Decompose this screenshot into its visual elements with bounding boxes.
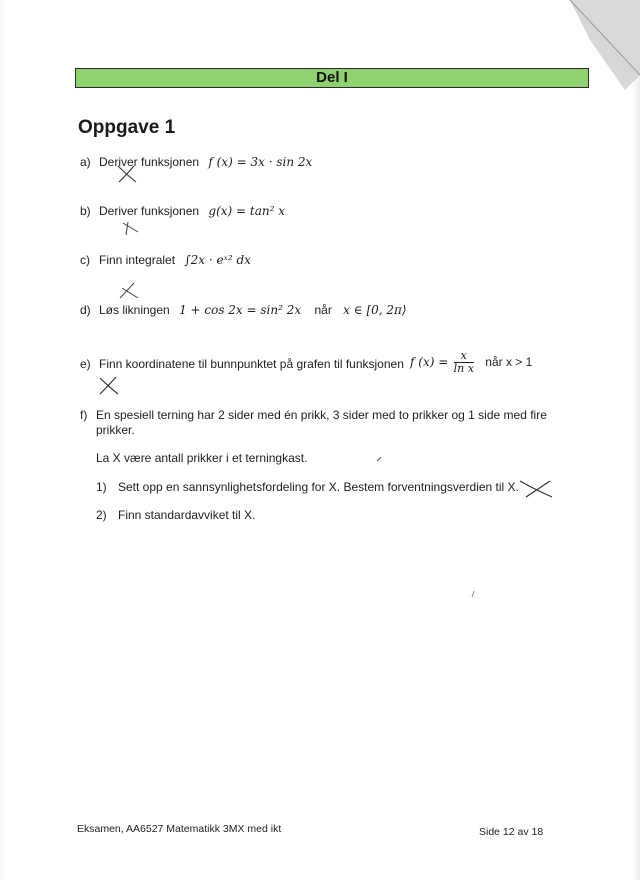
task-heading: Oppgave 1 [78, 117, 176, 138]
formula: g(x) = tan² x [208, 204, 285, 218]
sub-number: 1) [96, 480, 107, 494]
page-corner-fold [530, 0, 640, 110]
handwritten-cross-mark-f1 [518, 477, 554, 501]
question-f-text [96, 408, 566, 438]
handwritten-cross-mark-e [96, 374, 122, 396]
section-header-bar [75, 68, 589, 88]
fraction-numerator: x [454, 350, 474, 363]
question-e-formula [410, 350, 532, 375]
handwritten-cross-mark-b [120, 220, 142, 238]
footer-page-number: Side 12 av 18 [479, 826, 544, 838]
formula: f (x) = 3x · sin 2x [208, 155, 313, 169]
sub-text: Sett opp en sannsynlighetsfordeling for X. Bestem forventningsverdien til X. [118, 480, 519, 494]
formula-lhs: f (x) = [410, 355, 449, 369]
question-f-intro: La X være antall prikker i et terningkast. [96, 451, 308, 465]
question-letter: a) [80, 155, 91, 169]
fraction [454, 350, 474, 375]
question-text: Deriver funksjonen g(x) = tan² x [99, 204, 285, 218]
question-letter: b) [80, 204, 91, 218]
footer-exam-info: Eksamen, AA6527 Matematikk 3MX med ikt [77, 823, 282, 835]
question-f-line2: prikker. [96, 423, 135, 437]
section-title: Del I [316, 69, 348, 86]
sub-number: 2) [96, 508, 107, 522]
question-f-line1: En spesiell terning har 2 sider med én prikk, 3 sider med to prikker og 1 side med fire [96, 408, 547, 422]
stray-pen-mark [470, 590, 476, 598]
condition: når x > 1 [485, 355, 533, 369]
formula: ∫2x · eˣ² dx [184, 253, 251, 267]
sub-text: Finn standardavviket til X. [118, 508, 256, 522]
stray-pen-mark [376, 456, 382, 462]
question-letter: e) [80, 357, 91, 371]
question-letter: d) [80, 303, 91, 317]
handwritten-cross-mark-a [112, 160, 142, 186]
formula: 1 + cos 2x = sin² 2x [179, 303, 302, 317]
question-text: Finn koordinatene til bunnpunktet på grafen til funksjonen [99, 357, 404, 371]
handwritten-cross-mark-c [116, 280, 142, 302]
fraction-denominator: ln x [453, 362, 474, 376]
condition-word: når [314, 303, 332, 317]
condition-formula: x ∈ [0, 2π⟩ [343, 303, 407, 317]
question-text: Finn integralet ∫2x · eˣ² dx [99, 253, 251, 267]
question-letter: c) [80, 253, 90, 267]
question-text: Deriver funksjonen f (x) = 3x · sin 2x [99, 155, 313, 169]
question-text: Løs likningen 1 + cos 2x = sin² 2x når x ∈ [0, 2π⟩ [99, 303, 407, 317]
